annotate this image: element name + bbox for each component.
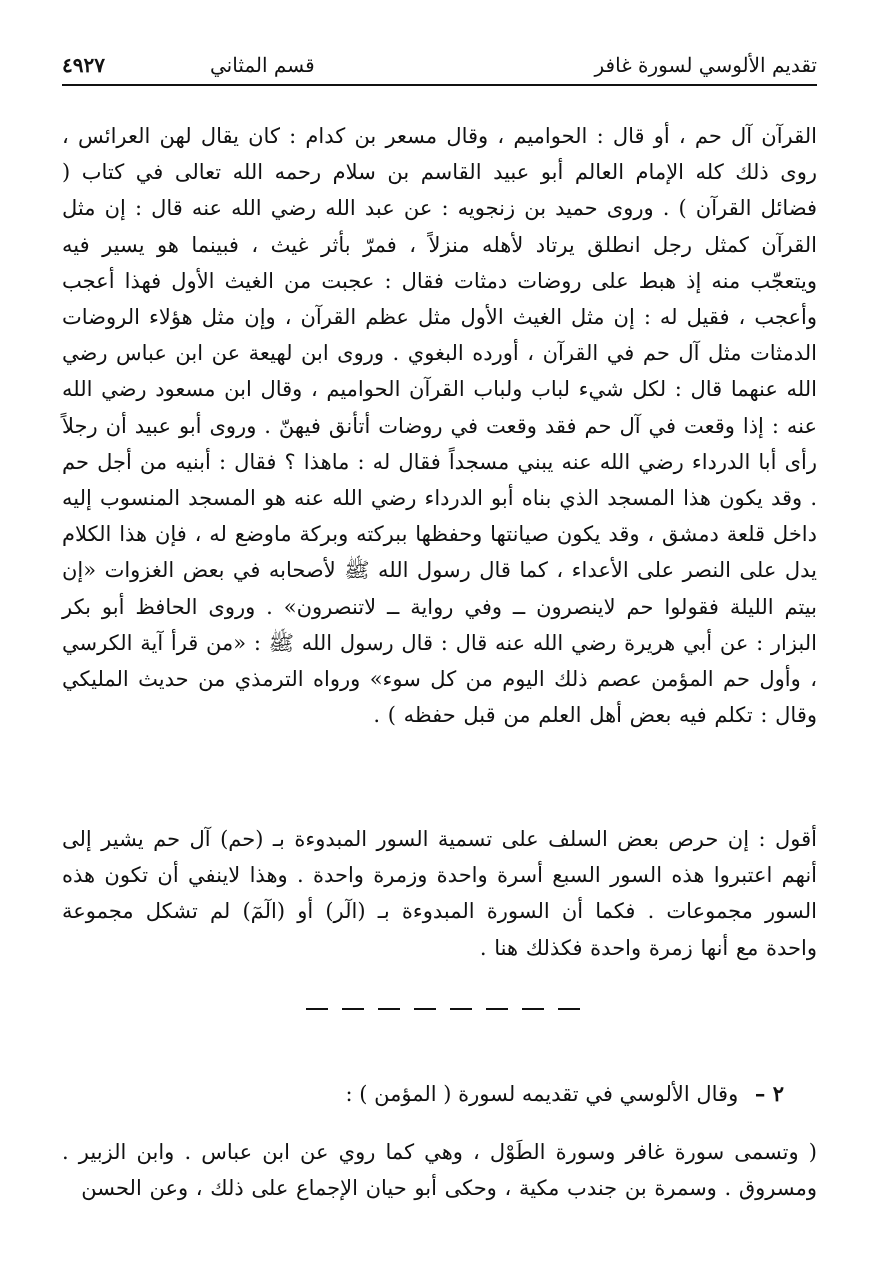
- divider-dash: [558, 1008, 580, 1010]
- divider-dash: [486, 1008, 508, 1010]
- section-divider: [306, 1003, 578, 1015]
- divider-dash: [342, 1008, 364, 1010]
- running-title: تقديم الألوسي لسورة غافر: [594, 53, 817, 77]
- section-heading: [346, 1076, 785, 1112]
- paragraph-surah-names: ( وتسمى سورة غافر وسورة الطَوْل ، وهي كما روي عن ابن عباس . وابن الزبير . ومسروق . وسمرة بن جندب مكية ، وحكى أبو حيان الإجماع على ذلك ، وعن الحسن: [62, 1140, 817, 1201]
- section-number: ٢ –: [754, 1081, 784, 1106]
- page-number: ٤٩٢٧: [62, 53, 105, 77]
- page-header: [62, 44, 817, 86]
- divider-dash: [414, 1008, 436, 1010]
- paragraph-hadith-narrations: القرآن آل حم ، أو قال : الحواميم ، وقال مسعر بن كدام : كان يقال لهن العرائس ، روى ذلك كله الإمام العالم أبو عبيد القاسم بن سلام رحمه الله تعالى في كتاب ( فضائل القرآن ) . وروى حميد بن زنجويه : عن عبد الله رضي الله عنه قال : إن مثل القرآن كمثل رجل انطلق يرتاد لأهله منزلاً ، فمرّ بأثر غيث ، فبينما هو يسير فيه ويتعجّب منه إذ هبط على روضات دمثات فقال : عجبت من الغيث الأول فهذا أعجب وأعجب ، فقيل له : إن مثل الغيث الأول مثل عظم القرآن ، وإن مثل هؤلاء الروضات الدمثات مثل آل حم في القرآن ، أورده البغوي . وروى ابن لهيعة عن ابن عباس رضي الله عنهما قال : لكل شيء لباب ولباب القرآن الحواميم ، وقال ابن مسعود رضي الله عنه : إذا وقعت في آل حم فقد وقعت في روضات أتأنق فيهنّ . وروى أبو عبيد أن رجلاً رأى أبا الدرداء رضي الله عنه يبني مسجداً فقال له : ماهذا ؟ فقال : أبنيه من أجل حم . وقد يكون هذا المسجد الذي بناه أبو الدرداء رضي الله عنه هو المسجد المنسوب إليه داخل قلعة دمشق ، وقد يكون صيانتها وحفظها ببركته وبركة ماوضع له ، فإن هذا الكلام يدل على النصر على الأعداء ، كما قال رسول الله ﷺ لأصحابه في بعض الغزوات «إن بيتم الليلة فقولوا حم لاينصرون ــ وفي رواية ــ لاتنصرون» . وروى الحافظ أبو بكر البزار : عن أبي هريرة رضي الله عنه قال : قال رسول الله ﷺ : «من قرأ آية الكرسي ، وأول حم المؤمن عصم ذلك اليوم من كل سوء» ورواه الترمذي من حديث المليكي وقال : تكلم فيه بعض أهل العلم من قبل حفظه ) .: [62, 124, 817, 728]
- divider-dash: [378, 1008, 400, 1010]
- section-name: قسم المثاني: [210, 53, 315, 77]
- paragraph-author-comment: أقول : إن حرص بعض السلف على تسمية السور المبدوءة بـ (حم) آل حم يشير إلى أنهم اعتبروا هذه السور السبع أسرة واحدة وزمرة واحدة . وهذا لاينفي أن تكون هذه السور مجموعات . فكما أن السورة المبدوءة بـ (الٓر) أو (الٓمٓ) لم تشكل مجموعة واحدة مع أنها زمرة واحدة فكذلك هنا .: [62, 827, 817, 960]
- divider-dash: [522, 1008, 544, 1010]
- divider-dash: [450, 1008, 472, 1010]
- section-heading-text: وقال الألوسي في تقديمه لسورة ( المؤمن ) :: [345, 1082, 739, 1106]
- divider-dash: [306, 1008, 328, 1010]
